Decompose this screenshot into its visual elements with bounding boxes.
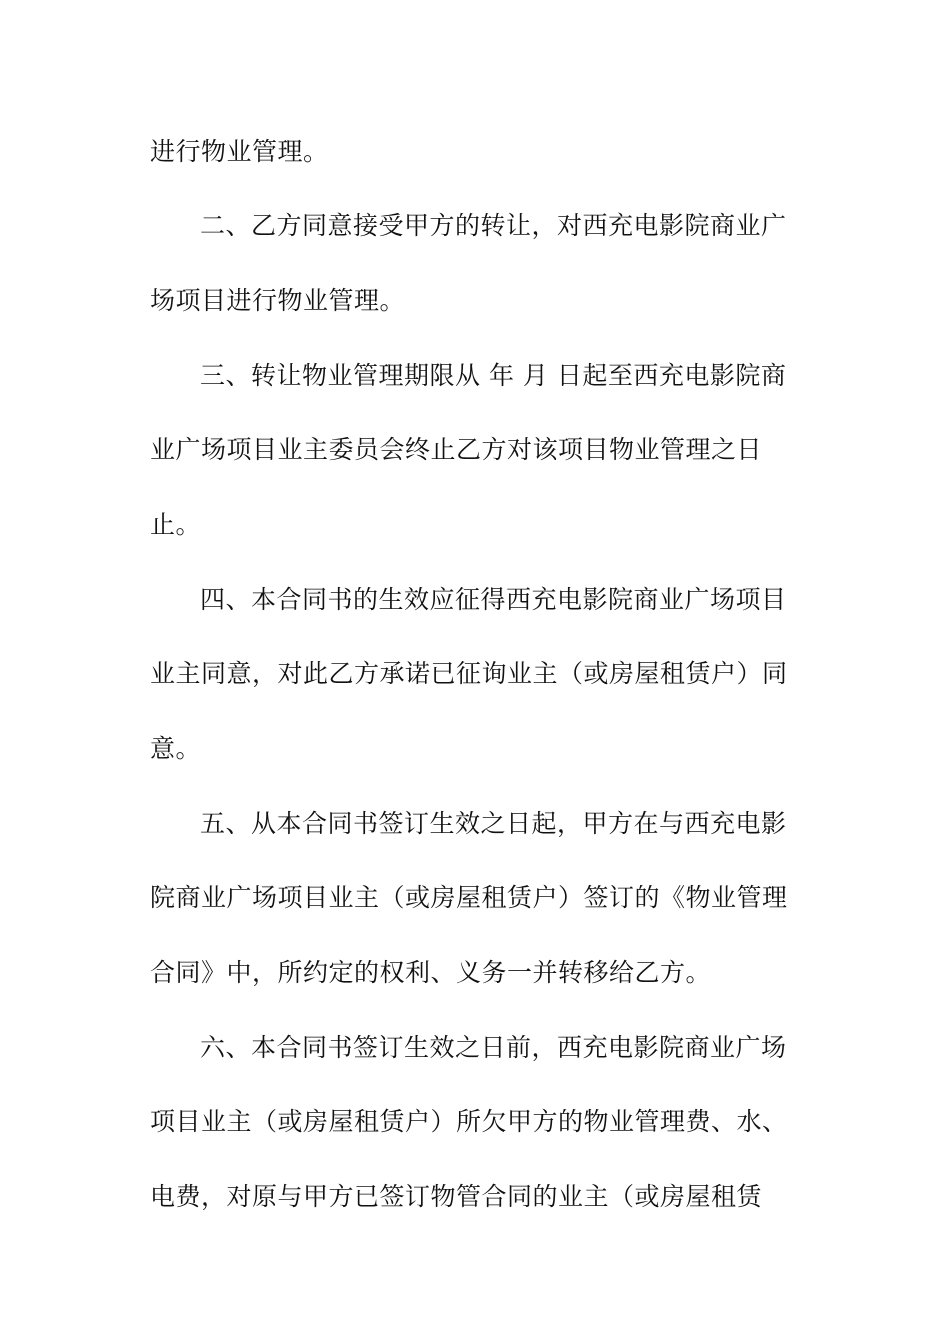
clause-2-line-1: 二、乙方同意接受甲方的转让，对西充电影院商业广 <box>200 211 787 240</box>
clause-5-line-3: 合同》中，所约定的权利、义务一并转移给乙方。 <box>150 958 712 987</box>
clause-3-line-2: 业广场项目业主委员会终止乙方对该项目物业管理之日 <box>150 435 763 464</box>
clause-2-line-2: 场项目进行物业管理。 <box>150 286 406 315</box>
clause-4-line-3: 意。 <box>150 734 202 763</box>
clause-4-line-1: 四、本合同书的生效应征得西充电影院商业广场项目 <box>200 585 787 614</box>
clause-4-line-2: 业主同意，对此乙方承诺已征询业主（或房屋租赁户）同 <box>150 659 788 688</box>
clause-5-line-2: 院商业广场项目业主（或房屋租赁户）签订的《物业管理 <box>150 883 788 912</box>
clause-6-line-3: 电费，对原与甲方已签订物管合同的业主（或房屋租赁 <box>150 1182 763 1211</box>
clause-3-line-1: 三、转让物业管理期限从 年 月 日起至西充电影院商 <box>200 361 787 390</box>
clause-3-line-3: 止。 <box>150 510 202 539</box>
clause-6-line-2: 项目业主（或房屋租赁户）所欠甲方的物业管理费、水、 <box>150 1107 788 1136</box>
text-line-1: 进行物业管理。 <box>150 137 329 166</box>
clause-5-line-1: 五、从本合同书签订生效之日起，甲方在与西充电影 <box>200 809 787 838</box>
clause-6-line-1: 六、本合同书签订生效之日前，西充电影院商业广场 <box>200 1033 787 1062</box>
